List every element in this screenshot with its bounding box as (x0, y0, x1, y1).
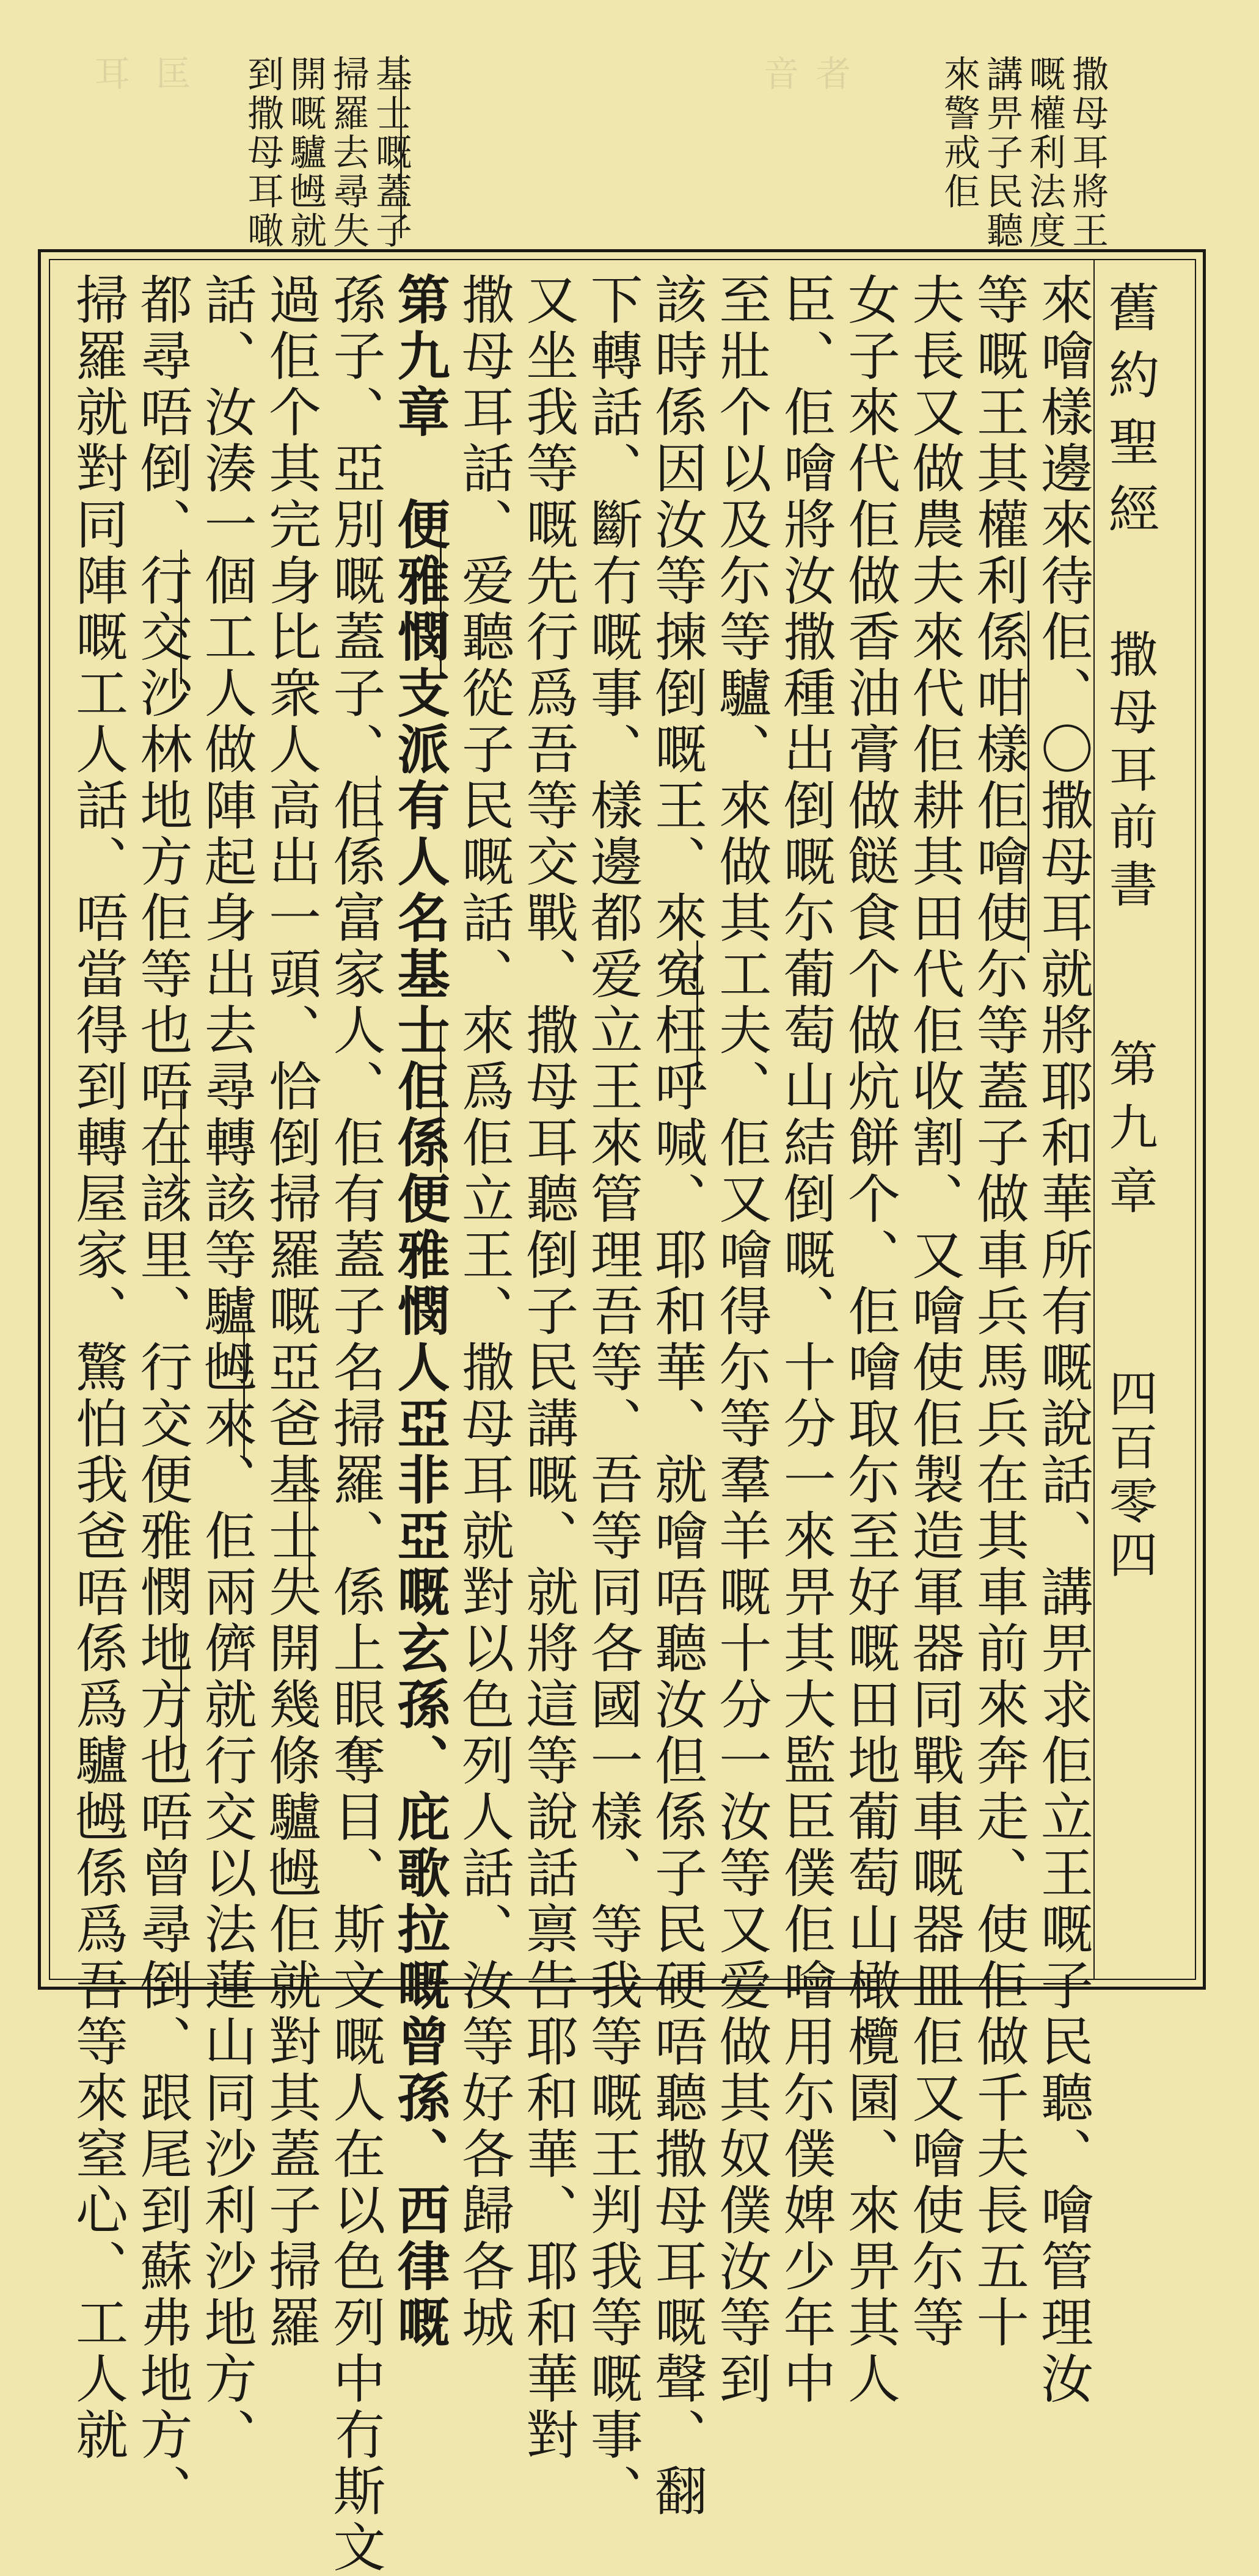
text-column: 孫子、亞別嘅蓋子、佢係富家人、佢有蓋子名掃羅、係上眼奪目、斯文嘅人在以色列中冇斯文 (324, 272, 385, 2576)
text-column: 夫長又做農夫來代佢耕其田代佢收割、又噲使佢製造軍器同戰車嘅器皿佢又噲使尓等 (903, 272, 965, 2351)
page-number: 四百零四 (1101, 1368, 1158, 1583)
text-column: 來噲樣邊來待佢、〇撒母耳就將耶和華所有嘅說話、講畀求佢立王嘅子民聽、噲管理汝 (1031, 272, 1093, 2407)
headnote-line: 到撒母耳噉 (241, 55, 284, 250)
headnote-right (938, 55, 1109, 250)
proper-name-rule (243, 1325, 245, 1460)
proper-name-rule (440, 1026, 442, 1173)
text-column: 都尋唔倒、行交沙林地方佢等也唔在該里、行交便雅憫地方也唔曾尋倒、跟尾到蘇弗地方、 (131, 272, 192, 2520)
proper-name-rule (180, 550, 182, 684)
proper-name-rule (180, 1631, 182, 1759)
headnote-line: 基士嘅蓋子 (370, 55, 412, 250)
chapter-start-column: 第九章 便雅憫支派有人名基士佢係便雅憫人亞非亞嘅玄孫、庇歌拉嘅曾孫、西律嘅 (388, 272, 450, 2351)
text-column: 臣、佢噲將汝撒種出倒嘅尓葡萄山結倒嘅、十分一來畀其大監臣僕佢噲用尓僕婢少年中 (774, 272, 836, 2407)
book-title: 撒母耳前書 (1101, 629, 1158, 916)
text-column: 下轉話、斷冇嘅事、樣邊都爱立王來管理吾等、吾等同各國一樣、等我等嘅王判我等嘅事、 (581, 272, 643, 2520)
bleed-through-text: 者 (809, 55, 851, 90)
proper-name-rule (440, 531, 442, 678)
bleed-through-text: 耳 (89, 55, 130, 90)
text-column: 話、汝湊一個工人做陣起身出去尋轉該等驢乸來、佢兩儕就行交以法蓮山同沙利沙地方、 (195, 272, 257, 2464)
headnote-left (241, 55, 412, 250)
headnote-line: 嘅權利法度 (1023, 55, 1066, 250)
headnote-line: 來警戒佢 (938, 55, 980, 211)
headnote-line: 撒母耳將王 (1066, 55, 1109, 250)
headnote-line: 掃羅去尋失 (327, 55, 370, 250)
proper-name-rule (376, 776, 378, 837)
text-column: 又坐我等嘅先行爲吾等交戰、撒母耳聽倒子民講嘅、就將這等說話禀告耶和華、耶和華對 (517, 272, 578, 2464)
text-column: 等嘅王其權利係咁樣佢噲使尓等蓋子做車兵馬兵在其車前來奔走、使佢做千夫長五十 (967, 272, 1029, 2351)
text-column: 掃羅就對同陣嘅工人話、唔當得到轉屋家、驚怕我爸唔係爲驢乸係爲吾等來窒心、工人就 (67, 272, 128, 2464)
text-column: 撒母耳話、爱聽從子民嘅話、來爲佢立王、撒母耳就對以色列人話、汝等好各歸各城 (452, 272, 514, 2351)
bleed-through-text: 匡 (150, 55, 191, 90)
proper-name-rule (180, 1093, 182, 1221)
text-column: 該時係因汝等揀倒嘅王、來寃枉呼喊、耶和華、就噲唔聽汝但係子民硬唔聽撒母耳嘅聲、翻 (645, 272, 707, 2520)
text-column: 女子來代佢做香油膏做餸食个做炕餅个、佢噲取尓至好嘅田地葡萄山橄欖園、來畀其人 (838, 272, 900, 2407)
proper-name-rule (1027, 611, 1029, 953)
proper-name-rule (308, 1460, 310, 1588)
chapter-title: 第九章 (1101, 1038, 1158, 1229)
headnote-rule (400, 55, 402, 238)
bible-title: 舊約聖經 (1100, 281, 1160, 550)
bleed-through-text: 音 (757, 55, 799, 90)
text-column: 至壯个以及尓等驢、來做其工夫、佢又噲得尓等羣羊嘅十分一汝等又爱做其奴僕汝等到 (710, 272, 772, 2407)
proper-name-rule (696, 941, 698, 1087)
body-text (62, 272, 1093, 2576)
headnote-line: 開嘅驢乸就 (284, 55, 327, 250)
headnote-line: 講畀子民聽 (980, 55, 1023, 250)
text-column: 過佢个其完身比衆人高出一頭、恰倒掃羅嘅亞爸基士失開幾條驢乸佢就對其蓋子掃羅 (259, 272, 321, 2351)
